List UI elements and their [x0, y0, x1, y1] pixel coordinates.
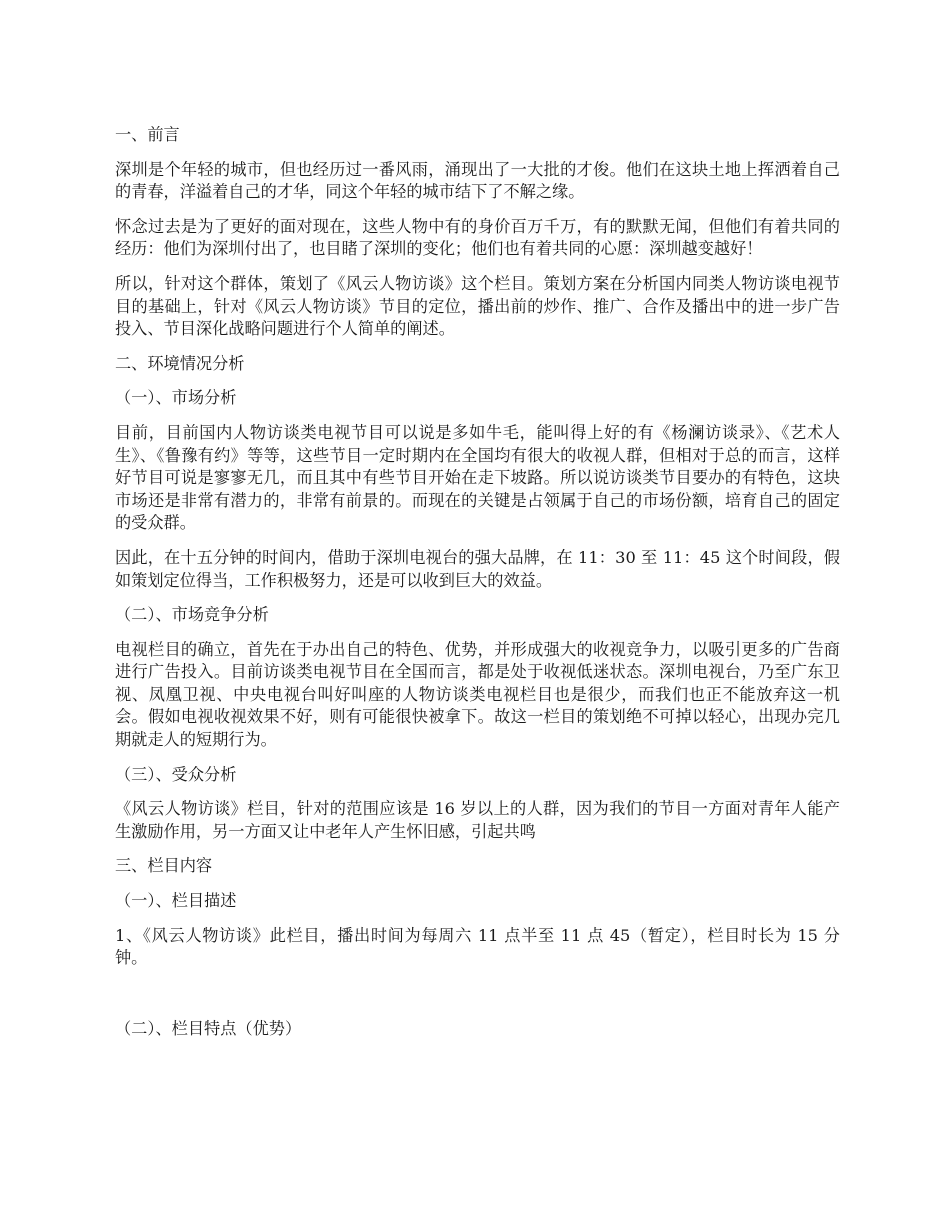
paragraph: 怀念过去是为了更好的面对现在，这些人物中有的身价百万千万，有的默默无闻，但他们有着共同的经历：他们为深圳付出了，也目睹了深圳的变化；他们也有着共同的心愿：深圳越变越好！	[115, 216, 840, 259]
document-body	[115, 124, 840, 1052]
paragraph: 所以，针对这个群体，策划了《风云人物访谈》这个栏目。策划方案在分析国内同类人物访谈电视节目的基础上，针对《风云人物访谈》节目的定位，播出前的炒作、推广、合作及播出中的进一步广告投入、节目深化战略问题进行个人简单的阐述。	[115, 273, 840, 339]
paragraph: 因此，在十五分钟的时间内，借助于深圳电视台的强大品牌，在 11：30 至 11：45 这个时间段，假如策划定位得当，工作积极努力，还是可以收到巨大的效益。	[115, 547, 840, 590]
paragraph: 深圳是个年轻的城市，但也经历过一番风雨，涌现出了一大批的才俊。他们在这块土地上挥洒着自己的青春，洋溢着自己的才华，同这个年轻的城市结下了不解之缘。	[115, 159, 840, 202]
subsection-heading-features: （二）、栏目特点（优势）	[115, 1018, 302, 1038]
subsection-heading-market: （一）、市场分析	[115, 388, 237, 408]
section-heading-environment: 二、环境情况分析	[115, 353, 245, 373]
subsection-heading-competition: （二）、市场竞争分析	[115, 605, 269, 625]
section-heading-preface: 一、前言	[115, 125, 180, 144]
subsection-heading-audience: （三）、受众分析	[115, 764, 237, 784]
paragraph: 电视栏目的确立，首先在于办出自己的特色、优势，并形成强大的收视竞争力，以吸引更多的广告商进行广告投入。目前访谈类电视节目在全国而言，都是处于收视低迷状态。深圳电视台，乃至广东卫视、凤凰卫视、中央电视台叫好叫座的人物访谈类电视栏目也是很少，而我们也正不能放弃这一机会。假如电视收视效果不好，则有可能很快被拿下。故这一栏目的策划绝不可掉以轻心，出现办完几期就走人的短期行为。	[115, 639, 840, 750]
section-heading-content: 三、栏目内容	[115, 856, 213, 876]
paragraph: 《风云人物访谈》栏目，针对的范围应该是 16 岁以上的人群，因为我们的节目一方面对青年人能产生激励作用，另一方面又让中老年人产生怀旧感，引起共鸣	[115, 799, 840, 841]
subsection-heading-description: （一）、栏目描述	[115, 891, 237, 911]
paragraph: 目前，目前国内人物访谈类电视节目可以说是多如牛毛，能叫得上好的有《杨澜访谈录》、《艺术人生》、《鲁豫有约》等等，这些节目一定时期内在全国均有很大的收视人群，但相对于总的而言，这样好节目可说是寥寥无几，而且其中有些节目开始在走下坡路。所以说访谈类节目要办的有特色，这块市场还是非常有潜力的，非常有前景的。而现在的关键是占领属于自己的市场份额，培育自己的固定的受众群。	[115, 422, 840, 533]
paragraph: 1、《风云人物访谈》此栏目，播出时间为每周六 11 点半至 11 点 45（暂定），栏目时长为 15 分钟。	[115, 925, 840, 968]
